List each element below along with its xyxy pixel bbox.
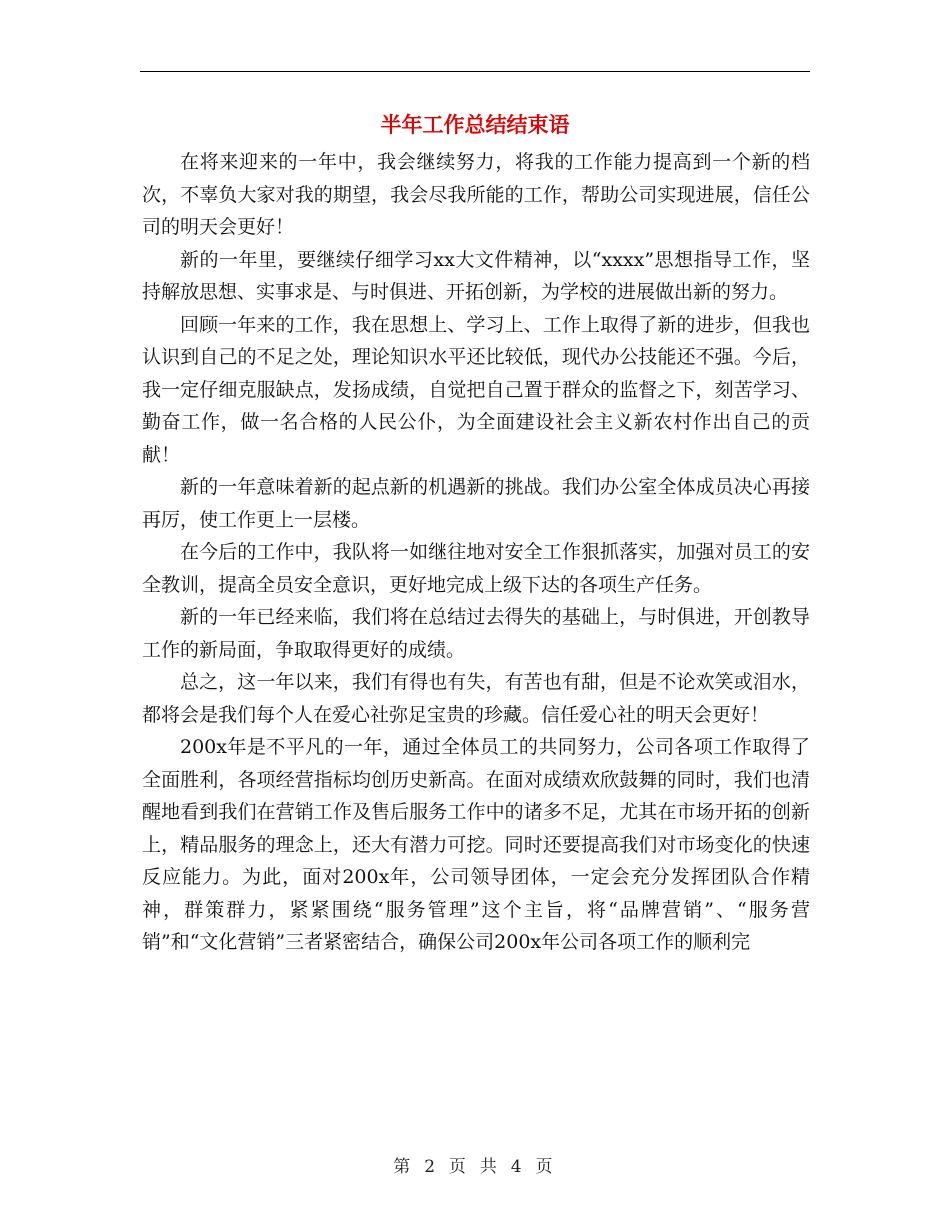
paragraph-7: 总之，这一年以来，我们有得也有失，有苦也有甜，但是不论欢笑或泪水，都将会是我们每个人在爱心社弥足宝贵的珍藏。信任爱心社的明天会更好！ <box>142 671 810 726</box>
header-rule <box>140 71 810 72</box>
document-body <box>142 146 810 959</box>
paragraph-1: 在将来迎来的一年中，我会继续努力，将我的工作能力提高到一个新的档次，不辜负大家对我的期望，我会尽我所能的工作，帮助公司实现进展，信任公司的明天会更好！ <box>142 151 810 238</box>
paragraph-5: 在今后的工作中，我队将一如继往地对安全工作狠抓落实，加强对员工的安全教训，提高全员安全意识，更好地完成上级下达的各项生产任务。 <box>142 541 810 596</box>
paragraph-3: 回顾一年来的工作，我在思想上、学习上、工作上取得了新的进步，但我也认识到自己的不足之处，理论知识水平还比较低，现代办公技能还不强。今后，我一定仔细克服缺点，发扬成绩，自觉把自己置于群众的监督之下，刻苦学习、勤奋工作，做一名合格的人民公仆，为全面建设社会主义新农村作出自己的贡献！ <box>142 313 810 466</box>
paragraph-6: 新的一年已经来临，我们将在总结过去得失的基础上，与时俱进，开创教导工作的新局面，争取取得更好的成绩。 <box>142 606 810 661</box>
paragraph-8: 200x年是不平凡的一年，通过全体员工的共同努力，公司各项工作取得了全面胜利，各项经营指标均创历史新高。在面对成绩欢欣鼓舞的同时，我们也清醒地看到我们在营销工作及售后服务工作中的诸多不足，尤其在市场开拓的创新上，精品服务的理念上，还大有潜力可挖。同时还要提高我们对市场变化的快速反应能力。为此，面对200x年，公司领导团体，一定会充分发挥团队合作精神，群策群力，紧紧围绕“服务管理”这个主旨，将“品牌营销”、“服务营销”和“文化营销”三者紧密结合，确保公司200x年公司各项工作的顺利完 <box>142 736 810 953</box>
page-footer: 第 2 页 共 4 页 <box>393 1157 557 1177</box>
document-title: 半年工作总结结束语 <box>380 112 570 137</box>
paragraph-2: 新的一年里，要继续仔细学习xx大文件精神，以“xxxx”思想指导工作，坚持解放思想、实事求是、与时俱进、开拓创新，为学校的进展做出新的努力。 <box>142 248 810 303</box>
paragraph-4: 新的一年意味着新的起点新的机遇新的挑战。我们办公室全体成员决心再接再厉，使工作更上一层楼。 <box>142 476 810 531</box>
